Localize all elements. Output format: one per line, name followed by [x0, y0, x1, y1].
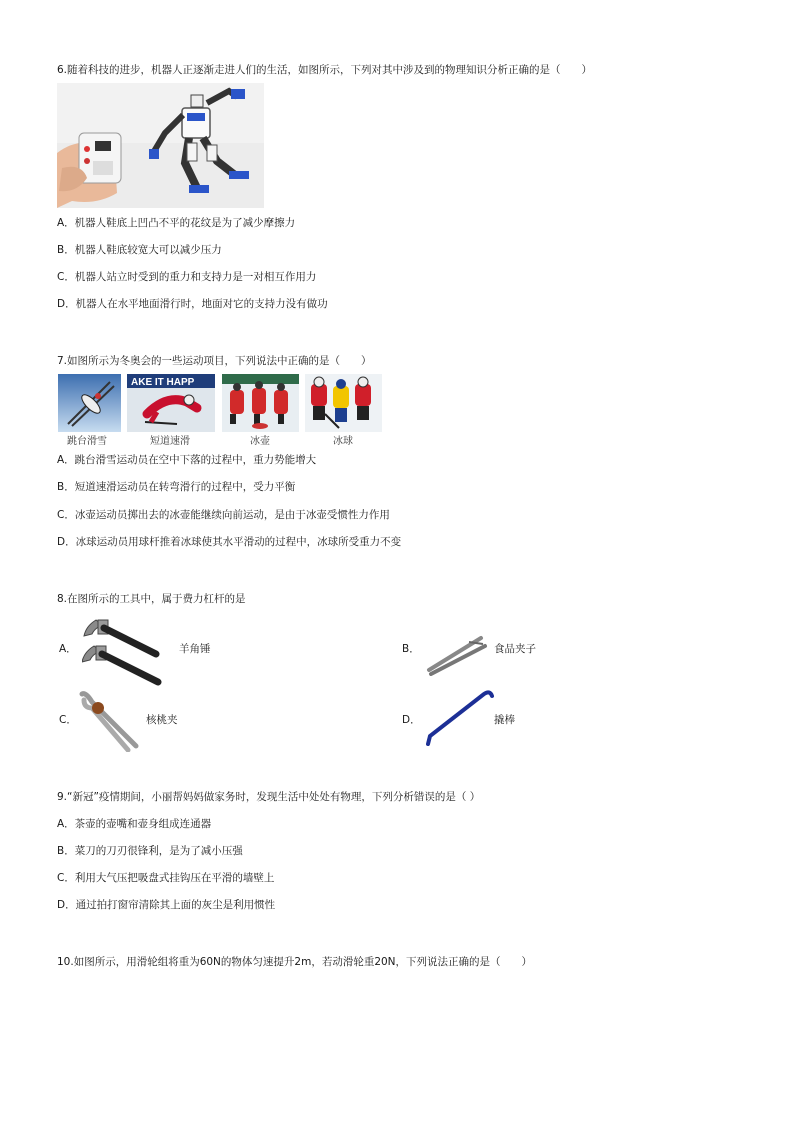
q8-option-d-label: 撬棒 [494, 714, 515, 726]
banner-text: AKE IT HAPP [131, 377, 195, 388]
q10-stem: 10.如图所示，用滑轮组将重为60N的物体匀速提升2m，若动滑轮重20N，下列说法正确的是（ ） [57, 956, 533, 968]
q8-option-b-label: 食品夹子 [494, 643, 536, 655]
claw-hammer-icon [82, 612, 164, 688]
robot-photo [57, 83, 264, 208]
ice-hockey-photo [305, 374, 382, 432]
q7-option-d: D．冰球运动员用球杆推着冰球使其水平滑动的过程中，冰球所受重力不变 [57, 536, 402, 548]
q6-option-d: D．机器人在水平地面滑行时，地面对它的支持力没有做功 [57, 298, 328, 310]
caption-curling: 冰壶 [250, 436, 270, 447]
q8-option-c-label: 核桃夹 [146, 714, 178, 726]
q7-option-a: A．跳台滑雪运动员在空中下落的过程中，重力势能增大 [57, 454, 317, 466]
q7-option-b: B．短道速滑运动员在转弯滑行的过程中，受力平衡 [57, 481, 296, 493]
caption-ski-jump: 跳台滑雪 [67, 436, 107, 447]
curling-photo [222, 374, 299, 432]
q6-option-c: C．机器人站立时受到的重力和支持力是一对相互作用力 [57, 271, 317, 283]
q9-option-a: A．茶壶的壶嘴和壶身组成连通器 [57, 818, 212, 830]
q9-option-d: D．通过拍打窗帘清除其上面的灰尘是利用惯性 [57, 899, 276, 911]
q8-option-c-letter: C． [59, 714, 77, 726]
q9-option-c: C．利用大气压把吸盘式挂钩压在平滑的墙壁上 [57, 872, 275, 884]
q6-option-b: B．机器人鞋底较宽大可以减少压力 [57, 244, 222, 256]
nutcracker-icon [76, 688, 142, 752]
q7-option-c: C．冰壶运动员掷出去的冰壶能继续向前运动，是由于冰壶受惯性力作用 [57, 509, 390, 521]
caption-speed-skating: 短道速滑 [150, 436, 190, 447]
q6-stem: 6.随着科技的进步，机器人正逐渐走进人们的生活，如图所示，下列对其中涉及到的物理知识分析正确的是（ ） [57, 64, 593, 76]
crowbar-icon [424, 686, 496, 750]
q8-option-a-letter: A． [59, 643, 77, 655]
q8-option-d-letter: D． [402, 714, 421, 726]
food-tongs-icon [425, 632, 489, 676]
q8-option-a-label: 羊角锤 [179, 643, 211, 655]
q8-option-b-letter: B． [402, 643, 420, 655]
q9-stem: 9.“新冠”疫情期间，小丽帮妈妈做家务时，发现生活中处处有物理，下列分析错误的是（ ） [57, 791, 481, 803]
q8-stem: 8.在图所示的工具中，属于费力杠杆的是 [57, 593, 246, 605]
speed-skating-photo [127, 374, 215, 432]
q9-option-b: B．菜刀的刀刃很锋利，是为了减小压强 [57, 845, 243, 857]
q7-stem: 7.如图所示为冬奥会的一些运动项目，下列说法中正确的是（ ） [57, 355, 372, 367]
ski-jump-photo [58, 374, 121, 432]
q6-option-a: A．机器人鞋底上凹凸不平的花纹是为了减少摩擦力 [57, 217, 296, 229]
caption-ice-hockey: 冰球 [333, 436, 353, 447]
